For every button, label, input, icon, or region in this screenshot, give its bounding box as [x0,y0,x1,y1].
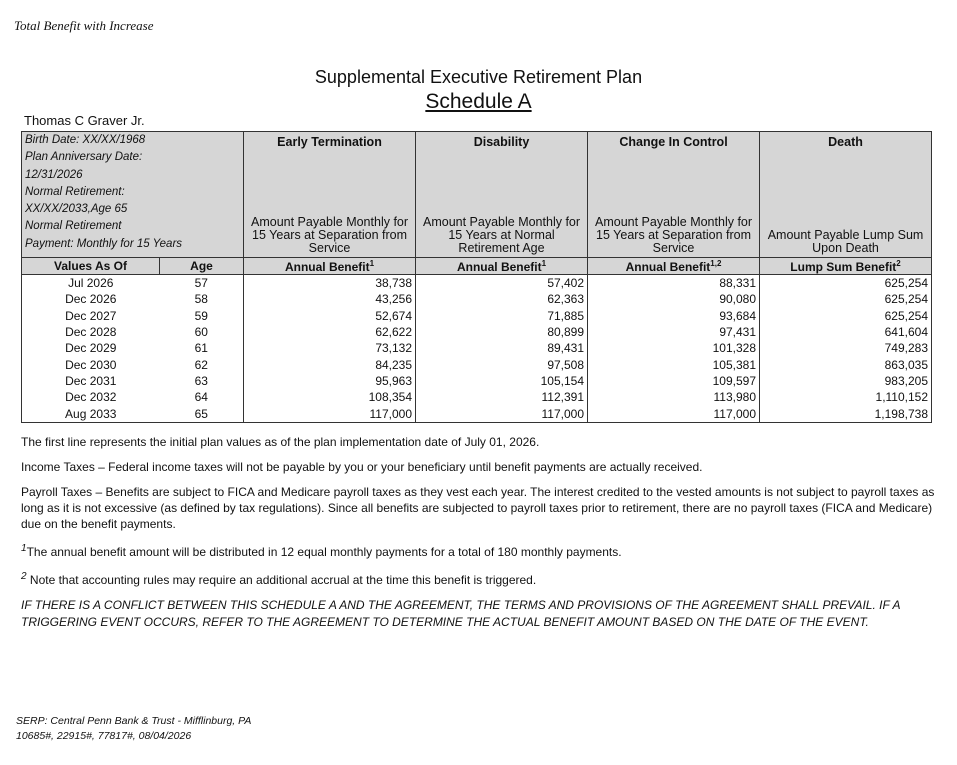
death-benefit-cell: 625,254 [760,308,932,324]
values-as-of-label: Values As Of [54,259,127,273]
table-row [22,324,932,340]
early-termination-cell: 43,256 [244,291,416,307]
disability-cell: 89,431 [416,340,588,356]
change-in-control-cell: 109,597 [588,373,760,389]
change-in-control-cell: 90,080 [588,291,760,307]
age-cell: 64 [160,389,244,405]
change-in-control-cell: 97,431 [588,324,760,340]
values-as-of-header [22,258,160,275]
early-termination-header [244,132,416,258]
footer-line-1: SERP: Central Penn Bank & Trust - Mifflinburg, PA [16,715,252,727]
age-cell: 65 [160,405,244,422]
early-termination-cell: 95,963 [244,373,416,389]
footnote-marker: 2 [896,258,901,268]
annual-benefit-label: Annual Benefit [456,259,542,274]
values-as-of-cell: Aug 2033 [22,405,160,422]
conflict-statement: IF THERE IS A CONFLICT BETWEEN THIS SCHEDULE A AND THE AGREEMENT, THE TERMS AND PROVISIONS OF THE AGREEMENT SHALL PREVAIL. IF A TRIGGERING EVENT OCCURS, REFER TO THE AGREEMENT TO DETERMINE THE ACTUAL BENEFIT AMOUNT BASED ON THE DATE OF THE EVENT. [21,598,901,629]
footnote-1-marker: 1 [21,543,27,554]
notes-section [21,434,936,640]
footnote-marker: 1 [369,258,375,268]
table-row [22,373,932,389]
category-header-row [22,132,932,258]
death-header [760,132,932,258]
table-row [22,275,932,292]
values-as-of-cell: Dec 2026 [22,291,160,307]
normal-retirement-label: Normal Retirement: [25,185,125,198]
values-as-of-cell: Dec 2031 [22,373,160,389]
annual-benefit-label: Annual Benefit [284,259,370,274]
income-taxes-note: Income Taxes – Federal income taxes will not be payable by you or your beneficiary until benefit payments are actually received. [21,460,703,474]
death-benefit-cell: 749,283 [760,340,932,356]
death-benefit-cell: 863,035 [760,356,932,372]
values-as-of-cell: Jul 2026 [22,275,160,292]
values-as-of-cell: Dec 2028 [22,324,160,340]
early-termination-cell: 73,132 [244,340,416,356]
footer-line-2: 10685#, 22915#, 77817#, 08/04/2026 [16,729,192,742]
footnote-1 [21,541,936,560]
document-title: Supplemental Executive Retirement Plan [314,67,643,87]
disability-cell: 57,402 [416,275,588,292]
table-row [22,291,932,307]
category-description: Amount Payable Monthly for 15 Years at Separation from Service [251,215,409,255]
age-cell: 61 [160,340,244,356]
footnote-2-text: Note that accounting rules may require an additional accrual at the time this benefit is triggered. [29,573,537,587]
age-cell: 62 [160,356,244,372]
table-row [22,389,932,405]
early-termination-cell: 117,000 [244,405,416,422]
schedule-rows [22,275,932,423]
disability-cell: 105,154 [416,373,588,389]
age-cell: 58 [160,291,244,307]
birth-date: Birth Date: XX/XX/1968 [25,134,146,146]
annual-benefit-label: Annual Benefit [625,259,711,274]
early-termination-cell: 52,674 [244,308,416,324]
change-in-control-cell: 93,684 [588,308,760,324]
plan-info-cell [22,132,244,258]
column-header-row [22,258,932,275]
footnote-2 [21,569,936,588]
footnote-marker: 1 [541,258,547,268]
values-as-of-cell: Dec 2032 [22,389,160,405]
early-termination-cell: 38,738 [244,275,416,292]
death-benefit-cell: 1,198,738 [760,405,932,422]
disability-cell: 71,885 [416,308,588,324]
first-line-note: The first line represents the initial plan values as of the plan implementation date of July 01, 2026. [21,435,540,449]
values-as-of-cell: Dec 2029 [22,340,160,356]
category-description: Amount Payable Lump Sum Upon Death [767,228,924,255]
early-termination-cell: 62,622 [244,324,416,340]
normal-retirement-payment-label: Normal Retirement [25,220,122,233]
participant-name: Thomas C Graver Jr. [24,113,145,128]
change-in-control-cell: 117,000 [588,405,760,422]
death-lump-sum-header [760,258,932,275]
footnote-marker: 1,2 [710,258,722,268]
early-termination-cell: 84,235 [244,356,416,372]
plan-anniversary-date: 12/31/2026 [25,168,83,181]
age-label: Age [190,259,213,273]
age-cell: 60 [160,324,244,340]
change-in-control-cell: 101,328 [588,340,760,356]
early-annual-benefit-header [244,258,416,275]
benefit-schedule-table [21,131,932,423]
schedule-title: Schedule A [425,90,532,113]
early-termination-cell: 108,354 [244,389,416,405]
document-footer [16,714,251,743]
table-row [22,356,932,372]
death-benefit-cell: 625,254 [760,275,932,292]
category-description: Amount Payable Monthly for 15 Years at Normal Retirement Age [423,215,581,255]
footnote-1-text: The annual benefit amount will be distributed in 12 equal monthly payments for a total of 180 monthly payments. [26,545,622,559]
payroll-taxes-note: Payroll Taxes – Benefits are subject to FICA and Medicare payroll taxes as they vest each year. The interest credited to the vested amounts is not subject to payroll taxes as long as it is not excessive (as defined by tax regulations). Since all benefits are subjected to payroll taxes prior to retirement, there are no payroll taxes (FICA and Medicare) due on the benefit payments. [21,485,935,531]
change-in-control-cell: 105,381 [588,356,760,372]
document-tag: Total Benefit with Increase [14,18,154,33]
values-as-of-cell: Dec 2027 [22,308,160,324]
death-benefit-cell: 983,205 [760,373,932,389]
age-cell: 63 [160,373,244,389]
age-cell: 59 [160,308,244,324]
disability-annual-benefit-header [416,258,588,275]
age-header [160,258,244,275]
cic-annual-benefit-header [588,258,760,275]
change-in-control-cell: 88,331 [588,275,760,292]
table-row [22,308,932,324]
disability-cell: 80,899 [416,324,588,340]
disability-cell: 117,000 [416,405,588,422]
plan-anniversary-label: Plan Anniversary Date: [25,151,143,164]
death-benefit-cell: 625,254 [760,291,932,307]
payment-terms: Payment: Monthly for 15 Years [25,237,183,250]
death-benefit-cell: 641,604 [760,324,932,340]
disability-header [416,132,588,258]
category-label: Early Termination [277,135,382,149]
disability-cell: 112,391 [416,389,588,405]
table-row [22,340,932,356]
lump-sum-label: Lump Sum Benefit [790,259,897,274]
death-benefit-cell: 1,110,152 [760,389,932,405]
change-in-control-header [588,132,760,258]
footnote-2-marker: 2 [21,571,27,582]
category-label: Death [828,135,863,149]
disability-cell: 62,363 [416,291,588,307]
table-row [22,405,932,422]
disability-cell: 97,508 [416,356,588,372]
change-in-control-cell: 113,980 [588,389,760,405]
age-cell: 57 [160,275,244,292]
category-label: Disability [473,135,530,149]
category-label: Change In Control [619,135,728,149]
normal-retirement-date: XX/XX/2033,Age 65 [25,203,128,216]
category-description: Amount Payable Monthly for 15 Years at Separation from Service [595,215,753,255]
values-as-of-cell: Dec 2030 [22,356,160,372]
